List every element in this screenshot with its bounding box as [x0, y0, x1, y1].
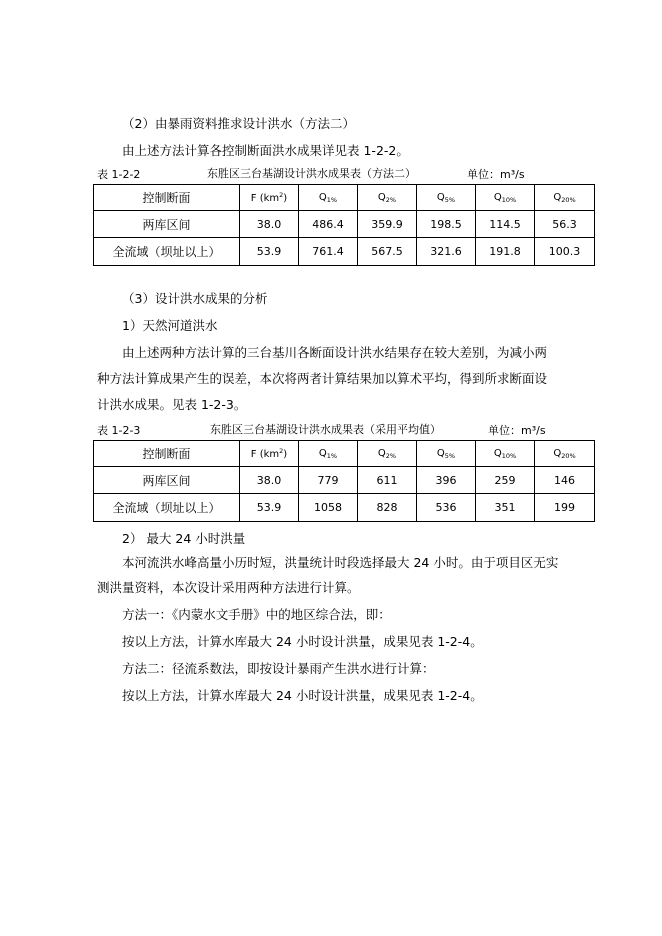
- cell: 191.8: [476, 238, 535, 266]
- para2-line2: 测洪量资料，本次设计采用两种方法进行计算。: [97, 580, 360, 595]
- method1-text: 方法一：《内蒙水文手册》中的地区综合法，即：: [122, 607, 391, 622]
- cell: 1058: [299, 494, 358, 522]
- cell: 114.5: [476, 211, 535, 238]
- table1-header-q20: $Q_{20\%}$: [535, 185, 595, 211]
- sub2-heading: 2） 最大 24 小时洪量: [122, 531, 246, 546]
- table1-title: 东胜区三台基湖设计洪水成果表（方法二）: [207, 167, 416, 180]
- para1-line1: 由上述两种方法计算的三台基川各断面设计洪水结果存在较大差别，为减小两: [122, 345, 548, 360]
- table1-header-q1: $Q_{1\%}$: [299, 185, 358, 211]
- table-row: [94, 467, 595, 494]
- para1-line3: 计洪水成果。见表 1-2-3。: [97, 397, 247, 412]
- method2-text: 方法二：径流系数法，即按设计暴雨产生洪水进行计算：: [122, 661, 435, 676]
- table-row: [94, 211, 595, 238]
- table2-header-row: [94, 441, 595, 467]
- table1-label: 表 1-2-2: [97, 168, 141, 181]
- cell: 38.0: [240, 467, 299, 494]
- section3-heading: （3）设计洪水成果的分析: [122, 291, 268, 306]
- table2-header-section: 控制断面: [94, 441, 240, 467]
- table2-header-q1: $Q_{1\%}$: [299, 441, 358, 467]
- cell: 199: [535, 494, 595, 522]
- cell: 761.4: [299, 238, 358, 266]
- cell: 828: [358, 494, 417, 522]
- table2-unit: 单位：m³/s: [488, 424, 546, 437]
- cell: 396: [417, 467, 476, 494]
- cell: 779: [299, 467, 358, 494]
- cell: 321.6: [417, 238, 476, 266]
- cell: 611: [358, 467, 417, 494]
- section2-text: 由上述方法计算各控制断面洪水成果详见表 1-2-2。: [122, 143, 409, 158]
- section2-heading: （2）由暴雨资料推求设计洪水（方法二）: [122, 116, 355, 131]
- table1-header-section: 控制断面: [94, 185, 240, 211]
- cell: 53.9: [240, 238, 299, 266]
- table1-header-row: [94, 185, 595, 211]
- table1-unit: 单位：m³/s: [467, 168, 525, 181]
- sub1-heading: 1）天然河道洪水: [122, 318, 218, 333]
- table1-header-q2: $Q_{2\%}$: [358, 185, 417, 211]
- cell: 486.4: [299, 211, 358, 238]
- table2-header-q5: $Q_{5\%}$: [417, 441, 476, 467]
- para2-line1: 本河流洪水峰高量小历时短，洪量统计时段选择最大 24 小时。由于项目区无实: [122, 555, 559, 570]
- cell: 567.5: [358, 238, 417, 266]
- table-row: [94, 238, 595, 266]
- cell: 359.9: [358, 211, 417, 238]
- table2-header-q20: $Q_{20\%}$: [535, 441, 595, 467]
- para1-line2: 种方法计算成果产生的误差，本次将两者计算结果加以算术平均，得到所求断面设: [97, 371, 548, 386]
- cell: 100.3: [535, 238, 595, 266]
- table-row: [94, 494, 595, 522]
- cell: 38.0: [240, 211, 299, 238]
- cell: 351: [476, 494, 535, 522]
- result2-text: 按以上方法，计算水库最大 24 小时设计洪量，成果见表 1-2-4。: [122, 688, 483, 703]
- cell: 259: [476, 467, 535, 494]
- table2-label: 表 1-2-3: [97, 424, 141, 437]
- cell: 56.3: [535, 211, 595, 238]
- table2: [93, 440, 595, 522]
- cell: 146: [535, 467, 595, 494]
- row-label: 两库区间: [94, 467, 240, 494]
- table1-header-q10: $Q_{10\%}$: [476, 185, 535, 211]
- table1-header-q5: $Q_{5\%}$: [417, 185, 476, 211]
- cell: 536: [417, 494, 476, 522]
- cell: 198.5: [417, 211, 476, 238]
- row-label: 全流域（坝址以上）: [94, 238, 240, 266]
- cell: 53.9: [240, 494, 299, 522]
- table1: [93, 184, 595, 266]
- result1-text: 按以上方法，计算水库最大 24 小时设计洪量，成果见表 1-2-4。: [122, 634, 483, 649]
- table1-header-area: F $(km^2)$: [240, 185, 299, 211]
- table2-header-q10: $Q_{10\%}$: [476, 441, 535, 467]
- table2-header-area: F $(km^2)$: [240, 441, 299, 467]
- row-label: 两库区间: [94, 211, 240, 238]
- table2-header-q2: $Q_{2\%}$: [358, 441, 417, 467]
- table2-title: 东胜区三台基湖设计洪水成果表（采用平均值）: [210, 423, 441, 436]
- row-label: 全流域（坝址以上）: [94, 494, 240, 522]
